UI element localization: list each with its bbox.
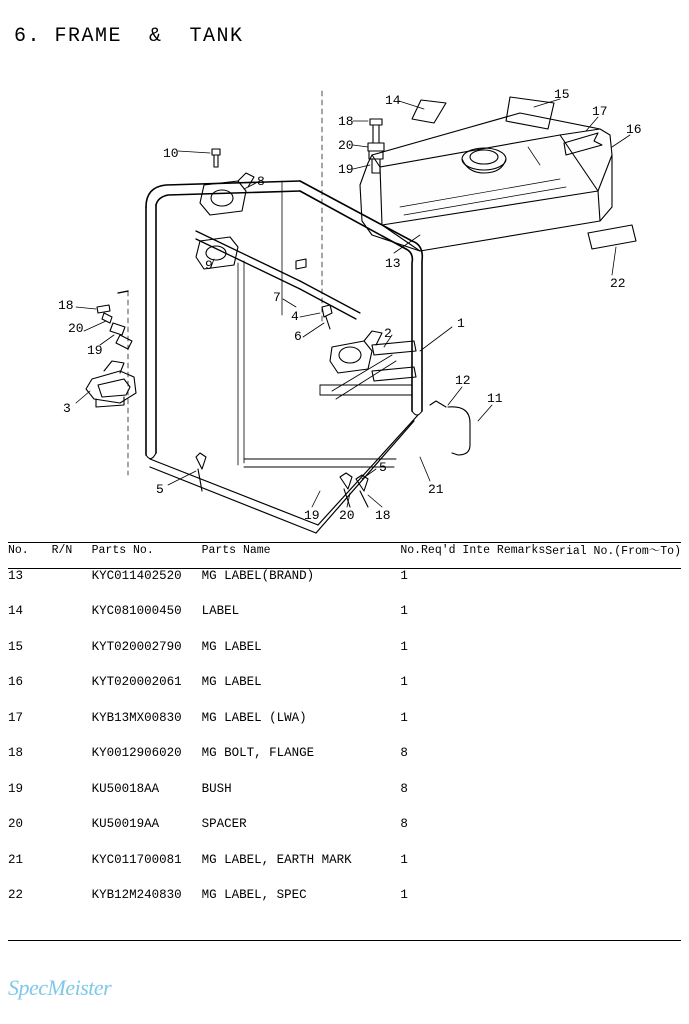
cell-serial (545, 842, 681, 878)
callout-19-bottom: 19 (304, 508, 320, 523)
callout-5-left: 5 (156, 482, 164, 497)
callout-5-right: 5 (379, 460, 387, 475)
cell-qty: 1 (400, 639, 408, 654)
table-row[interactable] (8, 665, 681, 701)
parts-table-container (8, 542, 681, 913)
cell-qty: 1 (400, 710, 408, 725)
cell-rn (52, 700, 92, 736)
callout-20-top: 20 (338, 138, 354, 153)
cell-no: 17 (8, 710, 24, 725)
callout-12: 12 (455, 373, 471, 388)
cell-rn (52, 842, 92, 878)
table-bottom-rule (8, 940, 681, 941)
cell-qty: 1 (400, 604, 408, 619)
cell-rn (52, 665, 92, 701)
table-row[interactable] (8, 878, 681, 914)
table-row[interactable] (8, 700, 681, 736)
callout-19-top: 19 (338, 162, 354, 177)
cell-serial (545, 629, 681, 665)
callout-20-bottom: 20 (339, 508, 355, 523)
cell-serial (545, 807, 681, 843)
column-header-rn: R/N (51, 543, 73, 557)
exploded-parts-diagram (0, 55, 689, 540)
cell-rn (52, 594, 92, 630)
cell-rn (52, 878, 92, 914)
cell-qty: 1 (400, 888, 408, 903)
cell-qty: 8 (400, 781, 408, 796)
cell-serial (545, 736, 681, 772)
cell-parts-name: LABEL (201, 604, 240, 619)
watermark-logo: SpecMeister (8, 975, 112, 1000)
cell-parts-no: KYT020002790 (91, 639, 182, 654)
table-row[interactable] (8, 594, 681, 630)
callout-9: 9 (205, 258, 213, 273)
callout-18-top: 18 (338, 114, 354, 129)
cell-no: 18 (8, 746, 24, 761)
cell-qty: 1 (400, 852, 408, 867)
page-title: 6. FRAME & TANK (14, 25, 244, 48)
cell-parts-no: KU50018AA (91, 781, 160, 796)
cell-serial (545, 771, 681, 807)
table-row[interactable] (8, 736, 681, 772)
callout-10: 10 (163, 146, 179, 161)
callout-16: 16 (626, 122, 642, 137)
column-header-serial-no: Serial No.(From～To) (545, 545, 681, 558)
cell-parts-name: BUSH (201, 781, 232, 796)
cell-no: 19 (8, 781, 24, 796)
cell-rn (52, 736, 92, 772)
callout-18-bottom: 18 (375, 508, 391, 523)
cell-parts-name: MG LABEL (201, 675, 262, 690)
cell-parts-name: MG LABEL(BRAND) (201, 568, 315, 583)
table-header-row (8, 542, 681, 558)
cell-no: 22 (8, 888, 24, 903)
cell-parts-no: KYB13MX00830 (91, 710, 182, 725)
cell-serial (545, 700, 681, 736)
cell-parts-no: KY0012906020 (91, 746, 182, 761)
cell-qty: 1 (400, 675, 408, 690)
callout-1: 1 (457, 316, 465, 331)
callout-15: 15 (554, 87, 570, 102)
cell-no: 15 (8, 639, 24, 654)
callout-18-left: 18 (58, 298, 74, 313)
cell-qty: 8 (400, 746, 408, 761)
cell-parts-name: MG LABEL, EARTH MARK (201, 852, 352, 867)
cell-serial (545, 878, 681, 914)
cell-parts-no: KYC011700081 (91, 852, 182, 867)
cell-no: 20 (8, 817, 24, 832)
cell-parts-no: KU50019AA (91, 817, 160, 832)
column-header-parts-name: Parts Name (201, 543, 271, 557)
callout-20-left: 20 (68, 321, 84, 336)
callout-14: 14 (385, 93, 401, 108)
cell-parts-name: MG LABEL, SPEC (201, 888, 307, 903)
parts-table-body (8, 558, 681, 913)
cell-no: 21 (8, 852, 24, 867)
callout-21: 21 (428, 482, 444, 497)
table-row[interactable] (8, 629, 681, 665)
cell-qty: 8 (400, 817, 408, 832)
callout-6: 6 (294, 329, 302, 344)
parts-table (8, 542, 681, 913)
cell-rn (52, 629, 92, 665)
callout-11: 11 (487, 391, 503, 406)
cell-no: 13 (8, 568, 24, 583)
cell-serial (545, 665, 681, 701)
callout-17: 17 (592, 104, 608, 119)
cell-parts-no: KYB12M240830 (91, 888, 182, 903)
table-row[interactable] (8, 558, 681, 594)
column-header-no: No. (8, 543, 29, 557)
callout-19-left: 19 (87, 343, 103, 358)
callout-8: 8 (257, 174, 265, 189)
cell-rn (52, 807, 92, 843)
cell-no: 14 (8, 604, 24, 619)
cell-parts-no: KYC011402520 (91, 568, 182, 583)
cell-parts-no: KYT020002061 (91, 675, 182, 690)
callout-4: 4 (291, 309, 299, 324)
cell-parts-name: SPACER (201, 817, 247, 832)
cell-rn (52, 558, 92, 594)
cell-serial (545, 594, 681, 630)
callout-3: 3 (63, 401, 71, 416)
callout-2: 2 (384, 326, 392, 341)
table-row[interactable] (8, 807, 681, 843)
column-header-parts-no: Parts No. (91, 543, 154, 557)
cell-serial (545, 558, 681, 594)
cell-parts-name: MG LABEL (LWA) (201, 710, 307, 725)
cell-qty: 1 (400, 568, 408, 583)
cell-rn (52, 771, 92, 807)
table-row[interactable] (8, 771, 681, 807)
cell-parts-name: MG BOLT, FLANGE (201, 746, 315, 761)
cell-no: 16 (8, 675, 24, 690)
callout-22: 22 (610, 276, 626, 291)
cell-parts-no: KYC081000450 (91, 604, 182, 619)
column-header-qty-remarks: No.Req'd Inte Remarks (400, 543, 546, 557)
callout-7: 7 (273, 290, 281, 305)
callout-13: 13 (385, 256, 401, 271)
cell-parts-name: MG LABEL (201, 639, 262, 654)
table-row[interactable] (8, 842, 681, 878)
